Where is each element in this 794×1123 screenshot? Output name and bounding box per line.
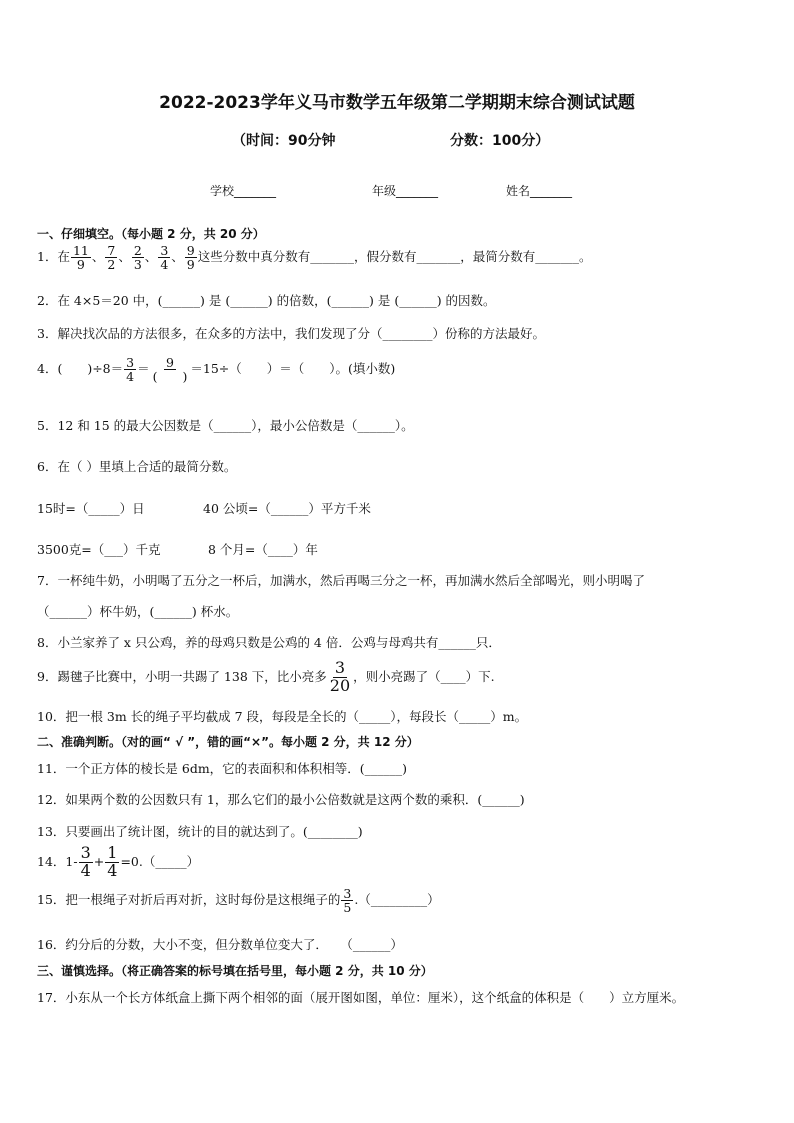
- q1-fraction-5: $\frac{9}{9}$: [186, 243, 195, 273]
- school-field: 学校_______: [210, 184, 277, 198]
- q15-fraction: $\frac{3}{5}$: [343, 886, 352, 916]
- page-title: 2022-2023学年义马市数学五年级第二学期期末综合测试试题: [159, 93, 635, 113]
- section-1-heading: 一、仔细填空。（每小题 2 分，共 20 分）: [37, 227, 265, 241]
- q1-suffix: 这些分数中真分数有_______，假分数有_______，最简分数有_______。: [197, 249, 592, 265]
- q1-fraction-3: $\frac{2}{3}$: [133, 243, 142, 273]
- q1-prefix: 1．在: [37, 249, 70, 265]
- section-3-heading: 三、谨慎选择。（将正确答案的标号填在括号里，每小题 2 分，共 10 分）: [37, 964, 433, 978]
- name-field: 姓名_______: [506, 184, 573, 198]
- q1-fraction-2: $\frac{7}{2}$: [107, 243, 116, 273]
- question-14: 14．1- $\frac{3}{4}$ + $\frac{1}{4}$ =0.（_____）: [37, 843, 200, 880]
- question-5: 5．12 和 15 的最大公因数是（______），最小公倍数是（______）。: [37, 418, 414, 433]
- q4-fraction-1: $\frac{3}{4}$: [126, 355, 135, 385]
- question-1: 1．在 $\frac{11}{9}$ 、 $\frac{7}{2}$ 、 $\frac{2}{3}$ 、 $\frac{3}{4}$ 、 $\frac{9}{9}$ 这些分数中真分数有_______，假分数有_______，最简分数有_______。: [37, 243, 592, 273]
- question-13: 13．只要画出了统计图，统计的目的就达到了。(________): [37, 824, 363, 839]
- q4-fraction-2: $\frac{9}{( )}$: [152, 355, 188, 385]
- question-7-line-1: 7．一杯纯牛奶，小明喝了五分之一杯后，加满水，然后再喝三分之一杯，再加满水然后全部喝光，则小明喝了: [37, 573, 645, 588]
- q9-fraction: $\frac{3}{20}$: [329, 658, 351, 695]
- question-6-item-3: 3500克=（___）千克: [37, 542, 161, 557]
- grade-field: 年级_______: [372, 184, 439, 198]
- question-9: 9．踢毽子比赛中，小明一共踢了 138 下，比小亮多 $\frac{3}{20}$ ，则小亮踢了（____）下.: [37, 658, 495, 695]
- question-2: 2．在 4×5＝20 中，(______) 是 (______) 的倍数，(______) 是 (______) 的因数。: [37, 293, 496, 308]
- question-6-item-1: 15时=（_____）日: [37, 501, 145, 516]
- question-6-item-4: 8 个月=（____）年: [208, 542, 318, 557]
- score-label: 分数：100分）: [450, 133, 550, 149]
- question-11: 11．一个正方体的棱长是 6dm，它的表面积和体积相等．(______): [37, 761, 407, 776]
- q1-fraction-4: $\frac{3}{4}$: [160, 243, 169, 273]
- q1-fraction-1: $\frac{11}{9}$: [72, 243, 89, 273]
- section-2-heading: 二、准确判断。（对的画“ √ ”，错的画“×”。每小题 2 分，共 12 分）: [37, 735, 419, 749]
- question-4: 4．( )÷8＝ $\frac{3}{4}$ ＝ $\frac{9}{( )}$ ＝15÷（ ）＝（ ）。(填小数): [37, 355, 396, 385]
- question-12: 12．如果两个数的公因数只有 1，那么它们的最小公倍数就是这两个数的乘积．(______): [37, 792, 525, 807]
- q14-fraction-2: $\frac{1}{4}$: [107, 843, 118, 880]
- question-7-line-2: （______）杯牛奶，(______) 杯水。: [37, 604, 239, 619]
- question-8: 8．小兰家养了 x 只公鸡，养的母鸡只数是公鸡的 4 倍．公鸡与母鸡共有______只．: [37, 635, 501, 650]
- question-15: 15．把一根绳子对折后再对折，这时每份是这根绳子的 $\frac{3}{5}$ .（_________）: [37, 886, 440, 916]
- question-10: 10．把一根 3m 长的绳子平均截成 7 段，每段是全长的（_____），每段长（_____）m。: [37, 709, 528, 724]
- question-6: 6．在（ ）里填上合适的最简分数。: [37, 459, 237, 474]
- q14-fraction-1: $\frac{3}{4}$: [80, 843, 91, 880]
- question-3: 3．解决找次品的方法很多，在众多的方法中，我们发现了分（________）份称的方法最好。: [37, 326, 545, 341]
- question-16: 16．约分后的分数，大小不变，但分数单位变大了． （______）: [37, 937, 403, 952]
- question-17: 17．小东从一个长方体纸盒上撕下两个相邻的面（展开图如图，单位：厘米），这个纸盒的体积是（ ）立方厘米。: [37, 990, 685, 1005]
- question-6-item-2: 40 公顷=（______）平方千米: [203, 501, 371, 516]
- time-label: （时间：90分钟: [232, 133, 336, 149]
